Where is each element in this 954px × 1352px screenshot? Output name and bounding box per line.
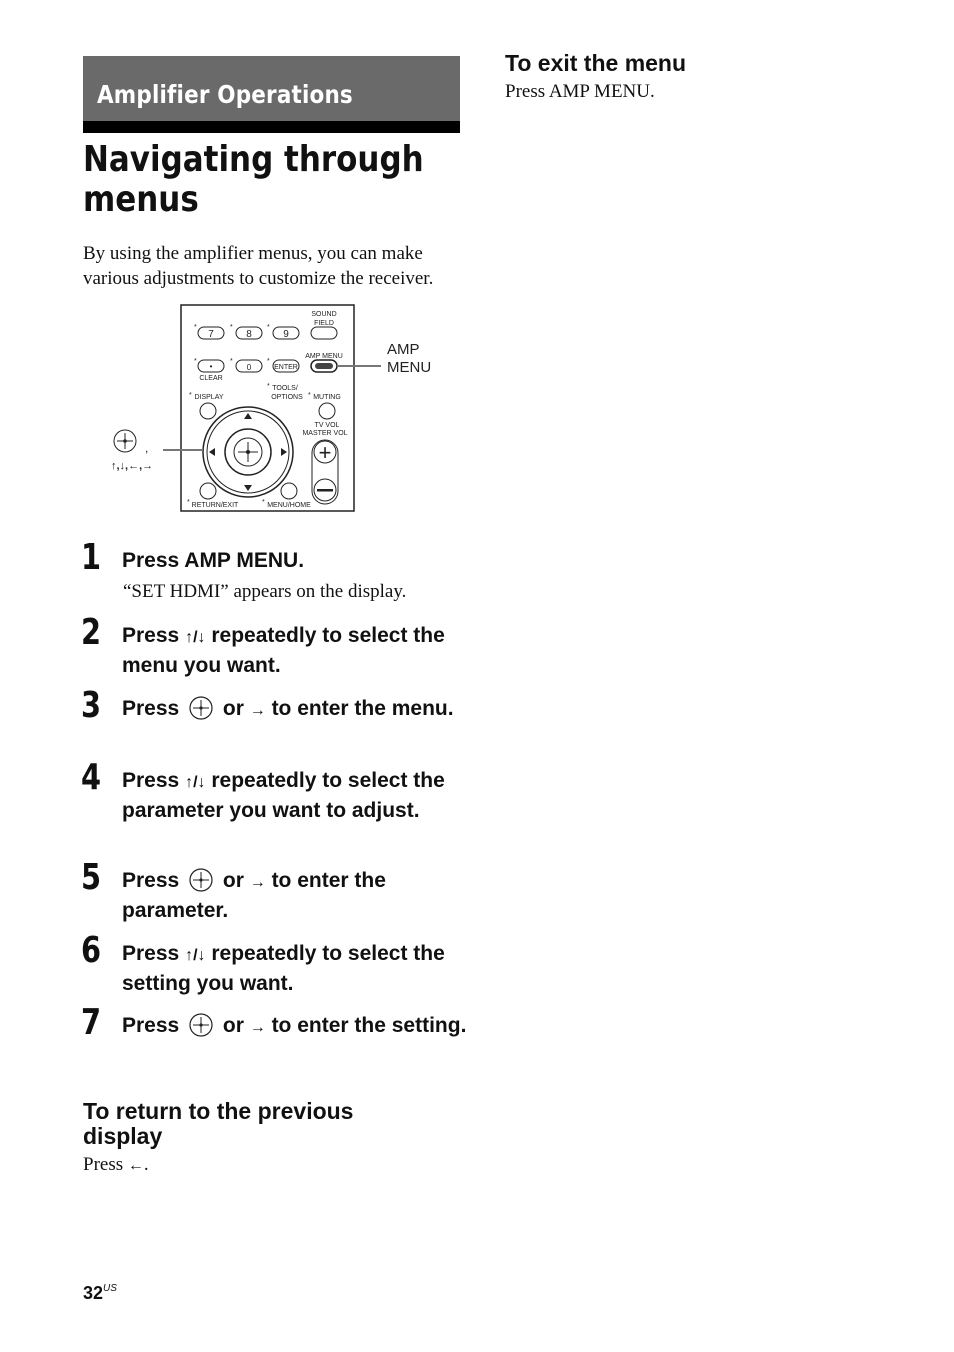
svg-text:*: * (230, 358, 233, 365)
intro-paragraph: By using the amplifier menus, you can make various adjustments to customize the receiver. (83, 243, 434, 289)
svg-text:*: * (267, 324, 270, 331)
step-5-text: Press or → to enter the parameter. (122, 869, 386, 922)
step-3-text: Press or → to enter the menu. (122, 697, 454, 720)
up-down-arrow-icon: ↑/↓ (185, 947, 206, 964)
svg-text:*: * (189, 392, 192, 399)
tv-vol-label: TV VOL (314, 422, 340, 429)
svg-text:ENTER: ENTER (274, 364, 298, 371)
left-arrow-icon: ← (127, 1157, 144, 1174)
return-text: Press ←. (83, 1154, 149, 1175)
amp-menu-small-label: AMP MENU (305, 353, 343, 360)
key-8-label: 8 (246, 329, 252, 340)
svg-text:*: * (262, 499, 265, 506)
enter-icon (189, 1013, 213, 1037)
page-title-line2: menus (83, 179, 199, 220)
arrows-callout: ↑,↓,←,→ (111, 460, 154, 472)
menu-home-key (281, 483, 297, 499)
svg-text:OPTIONS: OPTIONS (271, 394, 303, 401)
sound-field-label: SOUND (311, 311, 337, 318)
muting-key (319, 403, 335, 419)
amp-menu-callout: AMP (387, 341, 420, 358)
enter-icon (189, 868, 213, 892)
svg-text:*: * (194, 324, 197, 331)
svg-text:*: * (267, 358, 270, 365)
section-header-underline (83, 121, 460, 133)
muting-label: MUTING (313, 394, 341, 401)
step-7-text: Press or → to enter the setting. (122, 1014, 467, 1037)
step-1-note: “SET HDMI” appears on the display. (123, 581, 407, 602)
remote-illustration (105, 300, 465, 520)
right-arrow-icon: → (249, 1019, 266, 1036)
svg-text:*: * (187, 499, 190, 506)
up-down-arrow-icon: ↑/↓ (185, 774, 206, 791)
svg-text:*: * (194, 358, 197, 365)
key-9-label: 9 (283, 329, 289, 340)
svg-text:*: * (230, 324, 233, 331)
section-header (83, 56, 460, 133)
svg-text:,: , (145, 441, 149, 455)
step-1-text: Press AMP MENU. (122, 549, 305, 572)
svg-text:FIELD: FIELD (314, 320, 334, 327)
page-number: $32^{US}$ (83, 1283, 117, 1303)
up-down-arrow-icon: ↑/↓ (185, 629, 206, 646)
step-4-text: Press ↑/↓ repeatedly to select the parameter you want to adjust. (122, 769, 445, 822)
svg-text:*: * (308, 392, 311, 399)
return-exit-label: RETURN/EXIT (191, 502, 239, 509)
menu-home-label: MENU/HOME (267, 502, 311, 509)
svg-text:*: * (267, 383, 270, 390)
page-title-line1: Navigating through (83, 139, 424, 180)
right-arrow-icon: → (249, 874, 266, 891)
display-label: DISPLAY (194, 394, 224, 401)
key-7-label: 7 (208, 329, 214, 340)
enter-icon (189, 696, 213, 720)
tools-options-label: TOOLS/ (272, 385, 298, 392)
minus-icon (317, 489, 333, 492)
step-6-text: Press ↑/↓ repeatedly to select the setting you want. (122, 942, 445, 995)
svg-text:•: • (209, 362, 213, 371)
svg-text:MENU: MENU (387, 359, 432, 376)
display-key (200, 403, 216, 419)
exit-text: Press AMP MENU. (505, 81, 655, 102)
exit-heading: To exit the menu (505, 50, 687, 76)
section-title: Amplifier Operations (97, 80, 353, 109)
svg-text:MASTER VOL: MASTER VOL (302, 430, 348, 437)
page-title (83, 140, 444, 220)
plus-icon: + (318, 440, 332, 465)
step-2-text: Press ↑/↓ repeatedly to select the menu you want. (122, 624, 445, 677)
return-heading: To return to the previous display (83, 1098, 354, 1149)
clear-label: CLEAR (199, 375, 223, 382)
right-arrow-icon: → (249, 702, 266, 719)
sound-field-key (311, 327, 337, 339)
return-key (200, 483, 216, 499)
svg-text:0: 0 (246, 363, 252, 372)
